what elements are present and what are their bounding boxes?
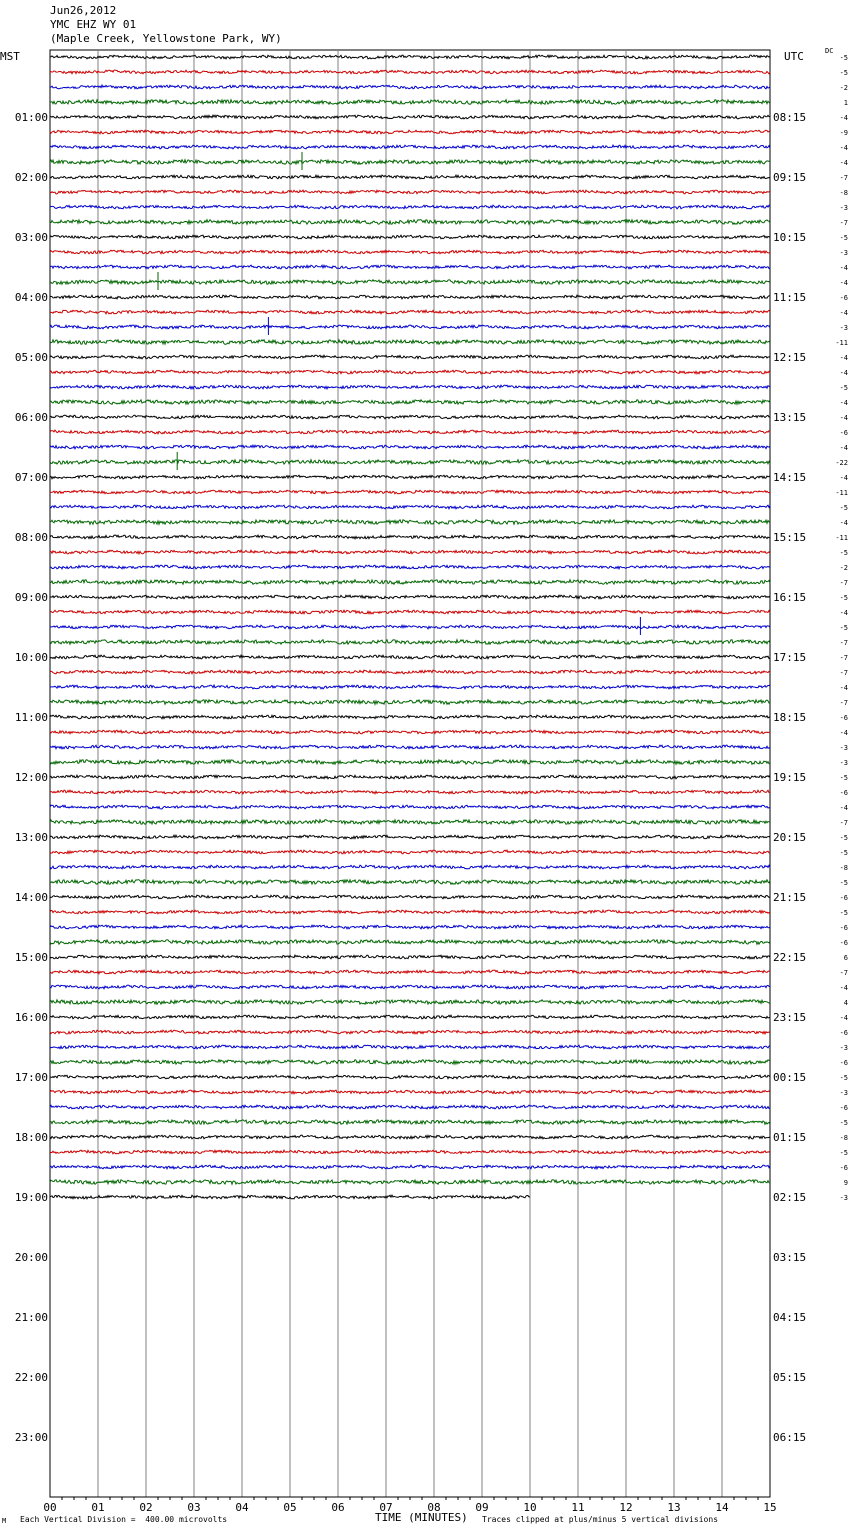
trace-line [50,1090,770,1094]
trace-line [50,415,770,419]
trace-line [50,970,770,974]
trace-line [50,955,770,959]
trace-line [50,385,770,389]
trace-line [50,235,770,239]
x-tick-label: 00 [43,1501,57,1514]
dc-offset-value: -3 [839,324,848,332]
x-tick-label: 08 [427,1501,441,1514]
dc-offset-value: -4 [839,414,848,422]
trace-line [50,985,770,989]
dc-offset-value: -4 [839,1014,848,1022]
mst-hour-label: 20:00 [14,1251,48,1264]
trace-line [50,190,770,194]
mst-hour-label: 15:00 [14,951,48,964]
x-tick-label: 09 [475,1501,489,1514]
dc-offset-value: -4 [839,984,848,992]
dc-offset-value: -3 [839,1194,848,1202]
dc-offset-value: -5 [839,234,848,242]
dc-offset-value: -5 [839,54,848,62]
dc-offset-value: -4 [839,144,848,152]
mst-hour-label: 05:00 [14,351,48,364]
trace-line [50,1000,770,1005]
dc-offset-value: -3 [839,1089,848,1097]
trace-line [50,775,770,779]
mst-hour-label: 02:00 [14,171,48,184]
trace-line [50,355,770,359]
mst-hour-label: 19:00 [14,1191,48,1204]
x-tick-label: 04 [235,1501,249,1514]
dc-offset-value: -7 [839,969,848,977]
trace-line [50,730,770,734]
dc-offset-value: -4 [839,474,848,482]
dc-offset-value: -11 [835,489,848,497]
trace-line [50,790,770,794]
title-date: Jun26,2012 [50,4,117,17]
dc-offset-value: -9 [839,129,848,137]
trace-line [50,460,770,465]
dc-offset-value: -4 [839,279,848,287]
trace-line [50,490,770,494]
x-axis-title: TIME (MINUTES) [375,1511,468,1524]
mst-hour-label: 11:00 [14,711,48,724]
mst-hour-label: 01:00 [14,111,48,124]
dc-offset-value: -5 [839,1119,848,1127]
clip-note: Traces clipped at plus/minus 5 vertical divisions [482,1515,719,1524]
trace-line [50,910,770,914]
mst-hour-label: 04:00 [14,291,48,304]
dc-offset-header: DC [825,47,834,55]
mst-hour-label: 14:00 [14,891,48,904]
trace-line [50,1135,770,1139]
dc-offset-value: -5 [839,1149,848,1157]
x-tick-label: 12 [619,1501,633,1514]
mst-hour-label: 23:00 [14,1431,48,1444]
left-timezone-label: MST [0,50,20,63]
dc-offset-value: -4 [839,444,848,452]
utc-hour-label: 17:15 [773,651,807,664]
dc-offset-value: -2 [839,564,848,572]
trace-line [50,145,770,149]
trace-line [50,295,770,299]
dc-offset-value: -11 [835,339,848,347]
dc-offset-value: -5 [839,849,848,857]
utc-hour-label: 21:15 [773,891,807,904]
dc-offset-value: -4 [839,399,848,407]
trace-line [50,1060,770,1065]
trace-line [50,865,770,869]
dc-offset-value: -6 [839,1164,848,1172]
dc-offset-value: -6 [839,429,848,437]
trace-line [50,505,770,509]
trace-line [50,130,770,134]
dc-offset-value: -4 [839,684,848,692]
utc-hour-label: 05:15 [773,1371,807,1384]
utc-hour-label: 20:15 [773,831,807,844]
dc-offset-value: -7 [839,654,848,662]
trace-line [50,475,770,479]
utc-hour-label: 01:15 [773,1131,807,1144]
dc-offset-value: 9 [843,1179,848,1187]
utc-hour-label: 14:15 [773,471,807,484]
trace-line [50,70,770,74]
dc-offset-value: -5 [839,1074,848,1082]
dc-offset-value: -3 [839,759,848,767]
trace-line [50,715,770,719]
trace-line [50,370,770,374]
hour-labels [15,54,848,1444]
corner-mark: M [2,1517,7,1525]
dc-offset-value: -5 [839,879,848,887]
dc-offset-value: -4 [839,309,848,317]
x-tick-label: 14 [715,1501,729,1514]
trace-line [50,835,770,839]
utc-hour-label: 18:15 [773,711,807,724]
dc-offset-value: -2 [839,84,848,92]
trace-line [50,700,770,704]
trace-line [50,1150,770,1154]
dc-offset-value: 1 [843,99,848,107]
mst-hour-label: 16:00 [14,1011,48,1024]
trace-line [50,565,770,569]
dc-offset-value: -7 [839,699,848,707]
dc-offset-value: -3 [839,744,848,752]
x-tick-label: 13 [667,1501,681,1514]
trace-line [50,1165,770,1169]
mst-hour-label: 18:00 [14,1131,48,1144]
mst-hour-label: 08:00 [14,531,48,544]
dc-offset-value: -7 [839,819,848,827]
dc-offset-value: -4 [839,159,848,167]
trace-line [50,685,770,689]
dc-offset-value: -8 [839,1134,848,1142]
scale-note: Each Vertical Division = 400.00 microvolts [20,1515,228,1524]
trace-line [50,85,770,89]
trace-line [50,640,770,645]
utc-hour-label: 04:15 [773,1311,807,1324]
trace-line [50,1105,770,1109]
x-tick-label: 07 [379,1501,393,1514]
trace-line [50,175,770,179]
dc-offset-value: 6 [843,954,848,962]
trace-line [50,925,770,929]
trace-line [50,1180,770,1185]
dc-offset-value: -6 [839,939,848,947]
dc-offset-value: -4 [839,729,848,737]
dc-offset-value: -6 [839,789,848,797]
trace-line [50,940,770,945]
trace-line [50,400,770,404]
trace-line [50,670,770,674]
dc-offset-value: -7 [839,669,848,677]
trace-line [50,325,770,329]
dc-offset-value: -7 [839,174,848,182]
trace-line [50,535,770,539]
trace-line [50,220,770,225]
dc-offset-value: -7 [839,219,848,227]
dc-offset-value: -6 [839,1104,848,1112]
right-timezone-label: UTC [784,50,804,63]
dc-offset-value: -4 [839,354,848,362]
dc-offset-value: -4 [839,264,848,272]
utc-hour-label: 23:15 [773,1011,807,1024]
trace-line [50,1075,770,1079]
dc-offset-value: -11 [835,534,848,542]
mst-hour-label: 07:00 [14,471,48,484]
x-tick-label: 10 [523,1501,537,1514]
dc-offset-value: -4 [839,519,848,527]
utc-hour-label: 00:15 [773,1071,807,1084]
x-tick-label: 15 [763,1501,777,1514]
utc-hour-label: 08:15 [773,111,807,124]
utc-hour-label: 15:15 [773,531,807,544]
title-location: (Maple Creek, Yellowstone Park, WY) [50,32,282,45]
dc-offset-value: -8 [839,189,848,197]
mst-hour-label: 13:00 [14,831,48,844]
dc-offset-value: -6 [839,294,848,302]
utc-hour-label: 02:15 [773,1191,807,1204]
trace-line [50,625,770,629]
utc-hour-label: 06:15 [773,1431,807,1444]
dc-offset-value: -3 [839,204,848,212]
trace-line [50,1030,770,1034]
trace-line [50,520,770,525]
dc-offset-value: -6 [839,1059,848,1067]
trace-line [50,265,770,269]
title-station: YMC EHZ WY 01 [50,18,137,31]
mst-hour-label: 21:00 [14,1311,48,1324]
dc-offset-value: -3 [839,249,848,257]
trace-line [50,1120,770,1124]
dc-offset-value: -5 [839,909,848,917]
trace-line [50,850,770,854]
mst-hour-label: 09:00 [14,591,48,604]
trace-line [50,205,770,209]
x-tick-label: 05 [283,1501,297,1514]
trace-line [50,820,770,825]
trace-line [50,1045,770,1049]
dc-offset-value: -5 [839,624,848,632]
trace-line [50,310,770,314]
utc-hour-label: 11:15 [773,291,807,304]
trace-line [50,595,770,599]
trace-line [50,430,770,434]
dc-offset-value: -5 [839,69,848,77]
x-tick-label: 02 [139,1501,153,1514]
utc-hour-label: 16:15 [773,591,807,604]
utc-hour-label: 19:15 [773,771,807,784]
dc-offset-value: -4 [839,114,848,122]
x-tick-label: 11 [571,1501,585,1514]
dc-offset-value: -3 [839,1044,848,1052]
dc-offset-value: -5 [839,549,848,557]
dc-offset-value: -4 [839,369,848,377]
trace-line [50,1015,770,1019]
trace-line [50,805,770,809]
dc-offset-value: -8 [839,864,848,872]
trace-line [50,100,770,105]
trace-line [50,340,770,345]
dc-offset-value: -5 [839,504,848,512]
trace-group [50,55,770,1199]
mst-hour-label: 22:00 [14,1371,48,1384]
utc-hour-label: 10:15 [773,231,807,244]
mst-hour-label: 03:00 [14,231,48,244]
dc-offset-value: -5 [839,774,848,782]
utc-hour-label: 12:15 [773,351,807,364]
mst-hour-label: 06:00 [14,411,48,424]
utc-hour-label: 03:15 [773,1251,807,1264]
mst-hour-label: 12:00 [14,771,48,784]
dc-offset-value: -6 [839,1029,848,1037]
dc-offset-value: -6 [839,924,848,932]
trace-line [50,745,770,749]
x-tick-label: 03 [187,1501,201,1514]
utc-hour-label: 22:15 [773,951,807,964]
dc-offset-value: -7 [839,579,848,587]
x-tick-label: 01 [91,1501,105,1514]
dc-offset-value: -5 [839,834,848,842]
trace-line [50,880,770,885]
mst-hour-label: 10:00 [14,651,48,664]
dc-offset-value: -4 [839,804,848,812]
trace-line [50,160,770,165]
trace-line [50,445,770,449]
trace-line [50,55,770,59]
trace-line [50,895,770,899]
trace-line [50,610,770,614]
x-tick-label: 06 [331,1501,345,1514]
dc-offset-value: 4 [843,999,848,1007]
trace-line [50,580,770,585]
dc-offset-value: -6 [839,714,848,722]
utc-hour-label: 13:15 [773,411,807,424]
trace-line [50,550,770,554]
dc-offset-value: -6 [839,894,848,902]
dc-offset-value: -22 [835,459,848,467]
mst-hour-label: 17:00 [14,1071,48,1084]
utc-hour-label: 09:15 [773,171,807,184]
dc-offset-value: -5 [839,384,848,392]
dc-offset-value: -5 [839,594,848,602]
dc-offset-value: -7 [839,639,848,647]
trace-line [50,760,770,765]
trace-line [50,115,770,119]
dc-offset-value: -4 [839,609,848,617]
trace-line [50,655,770,659]
trace-line [50,250,770,254]
